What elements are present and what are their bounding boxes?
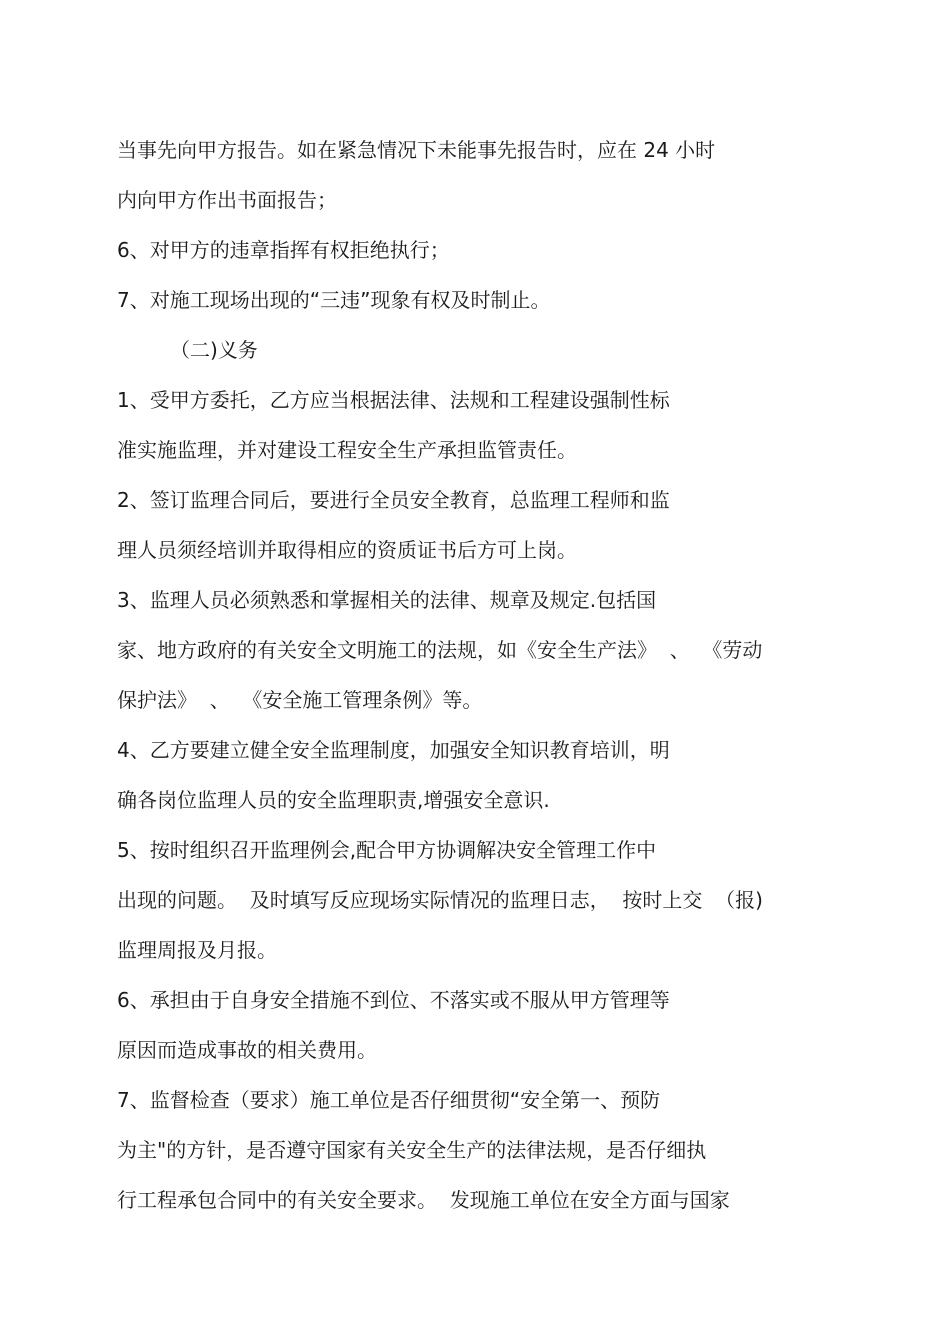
text-line: 5、按时组织召开监理例会,配合甲方协调解决安全管理工作中: [117, 838, 657, 862]
text-line: 确各岗位监理人员的安全监理职责,增强安全意识.: [117, 788, 550, 812]
text-line: 6、对甲方的违章指挥有权拒绝执行；: [117, 238, 450, 262]
text-line: 行工程承包合同中的有关安全要求。 发现施工单位在安全方面与国家: [117, 1188, 730, 1212]
text-line: 4、乙方要建立健全安全监理制度，加强安全知识教育培训，明: [117, 738, 670, 762]
text-line: 监理周报及月报。: [117, 938, 277, 962]
text-line: 保护法》 、 《安全施工管理条例》等。: [117, 688, 483, 712]
text-line: 出现的问题。 及时填写反应现场实际情况的监理日志， 按时上交 （报): [117, 888, 763, 912]
text-line: 7、监督检查（要求）施工单位是否仔细贯彻“安全第一、预防: [117, 1088, 661, 1112]
text-line: 7、对施工现场出现的“三违”现象有权及时制止。: [117, 288, 551, 312]
text-line: 2、签订监理合同后，要进行全员安全教育，总监理工程师和监: [117, 488, 670, 512]
text-line: 理人员须经培训并取得相应的资质证书后方可上岗。: [117, 538, 577, 562]
text-line: 家、地方政府的有关安全文明施工的法规，如《安全生产法》 、 《劳动: [117, 638, 763, 662]
text-line: 准实施监理，并对建设工程安全生产承担监管责任。: [117, 438, 577, 462]
section-heading: （二)义务: [170, 338, 258, 362]
text-line: 当事先向甲方报告。如在紧急情况下未能事先报告时，应在 24 小时: [117, 138, 716, 162]
text-line: 6、承担由于自身安全措施不到位、不落实或不服从甲方管理等: [117, 988, 670, 1012]
text-line: 3、监理人员必须熟悉和掌握相关的法律、规章及规定.包括国: [117, 588, 657, 612]
text-line: 为主"的方针，是否遵守国家有关安全生产的法律法规，是否仔细执: [117, 1138, 707, 1162]
text-line: 内向甲方作出书面报告；: [117, 188, 337, 212]
text-line: 1、受甲方委托，乙方应当根据法律、法规和工程建设强制性标: [117, 388, 670, 412]
text-line: 原因而造成事故的相关费用。: [117, 1038, 377, 1062]
